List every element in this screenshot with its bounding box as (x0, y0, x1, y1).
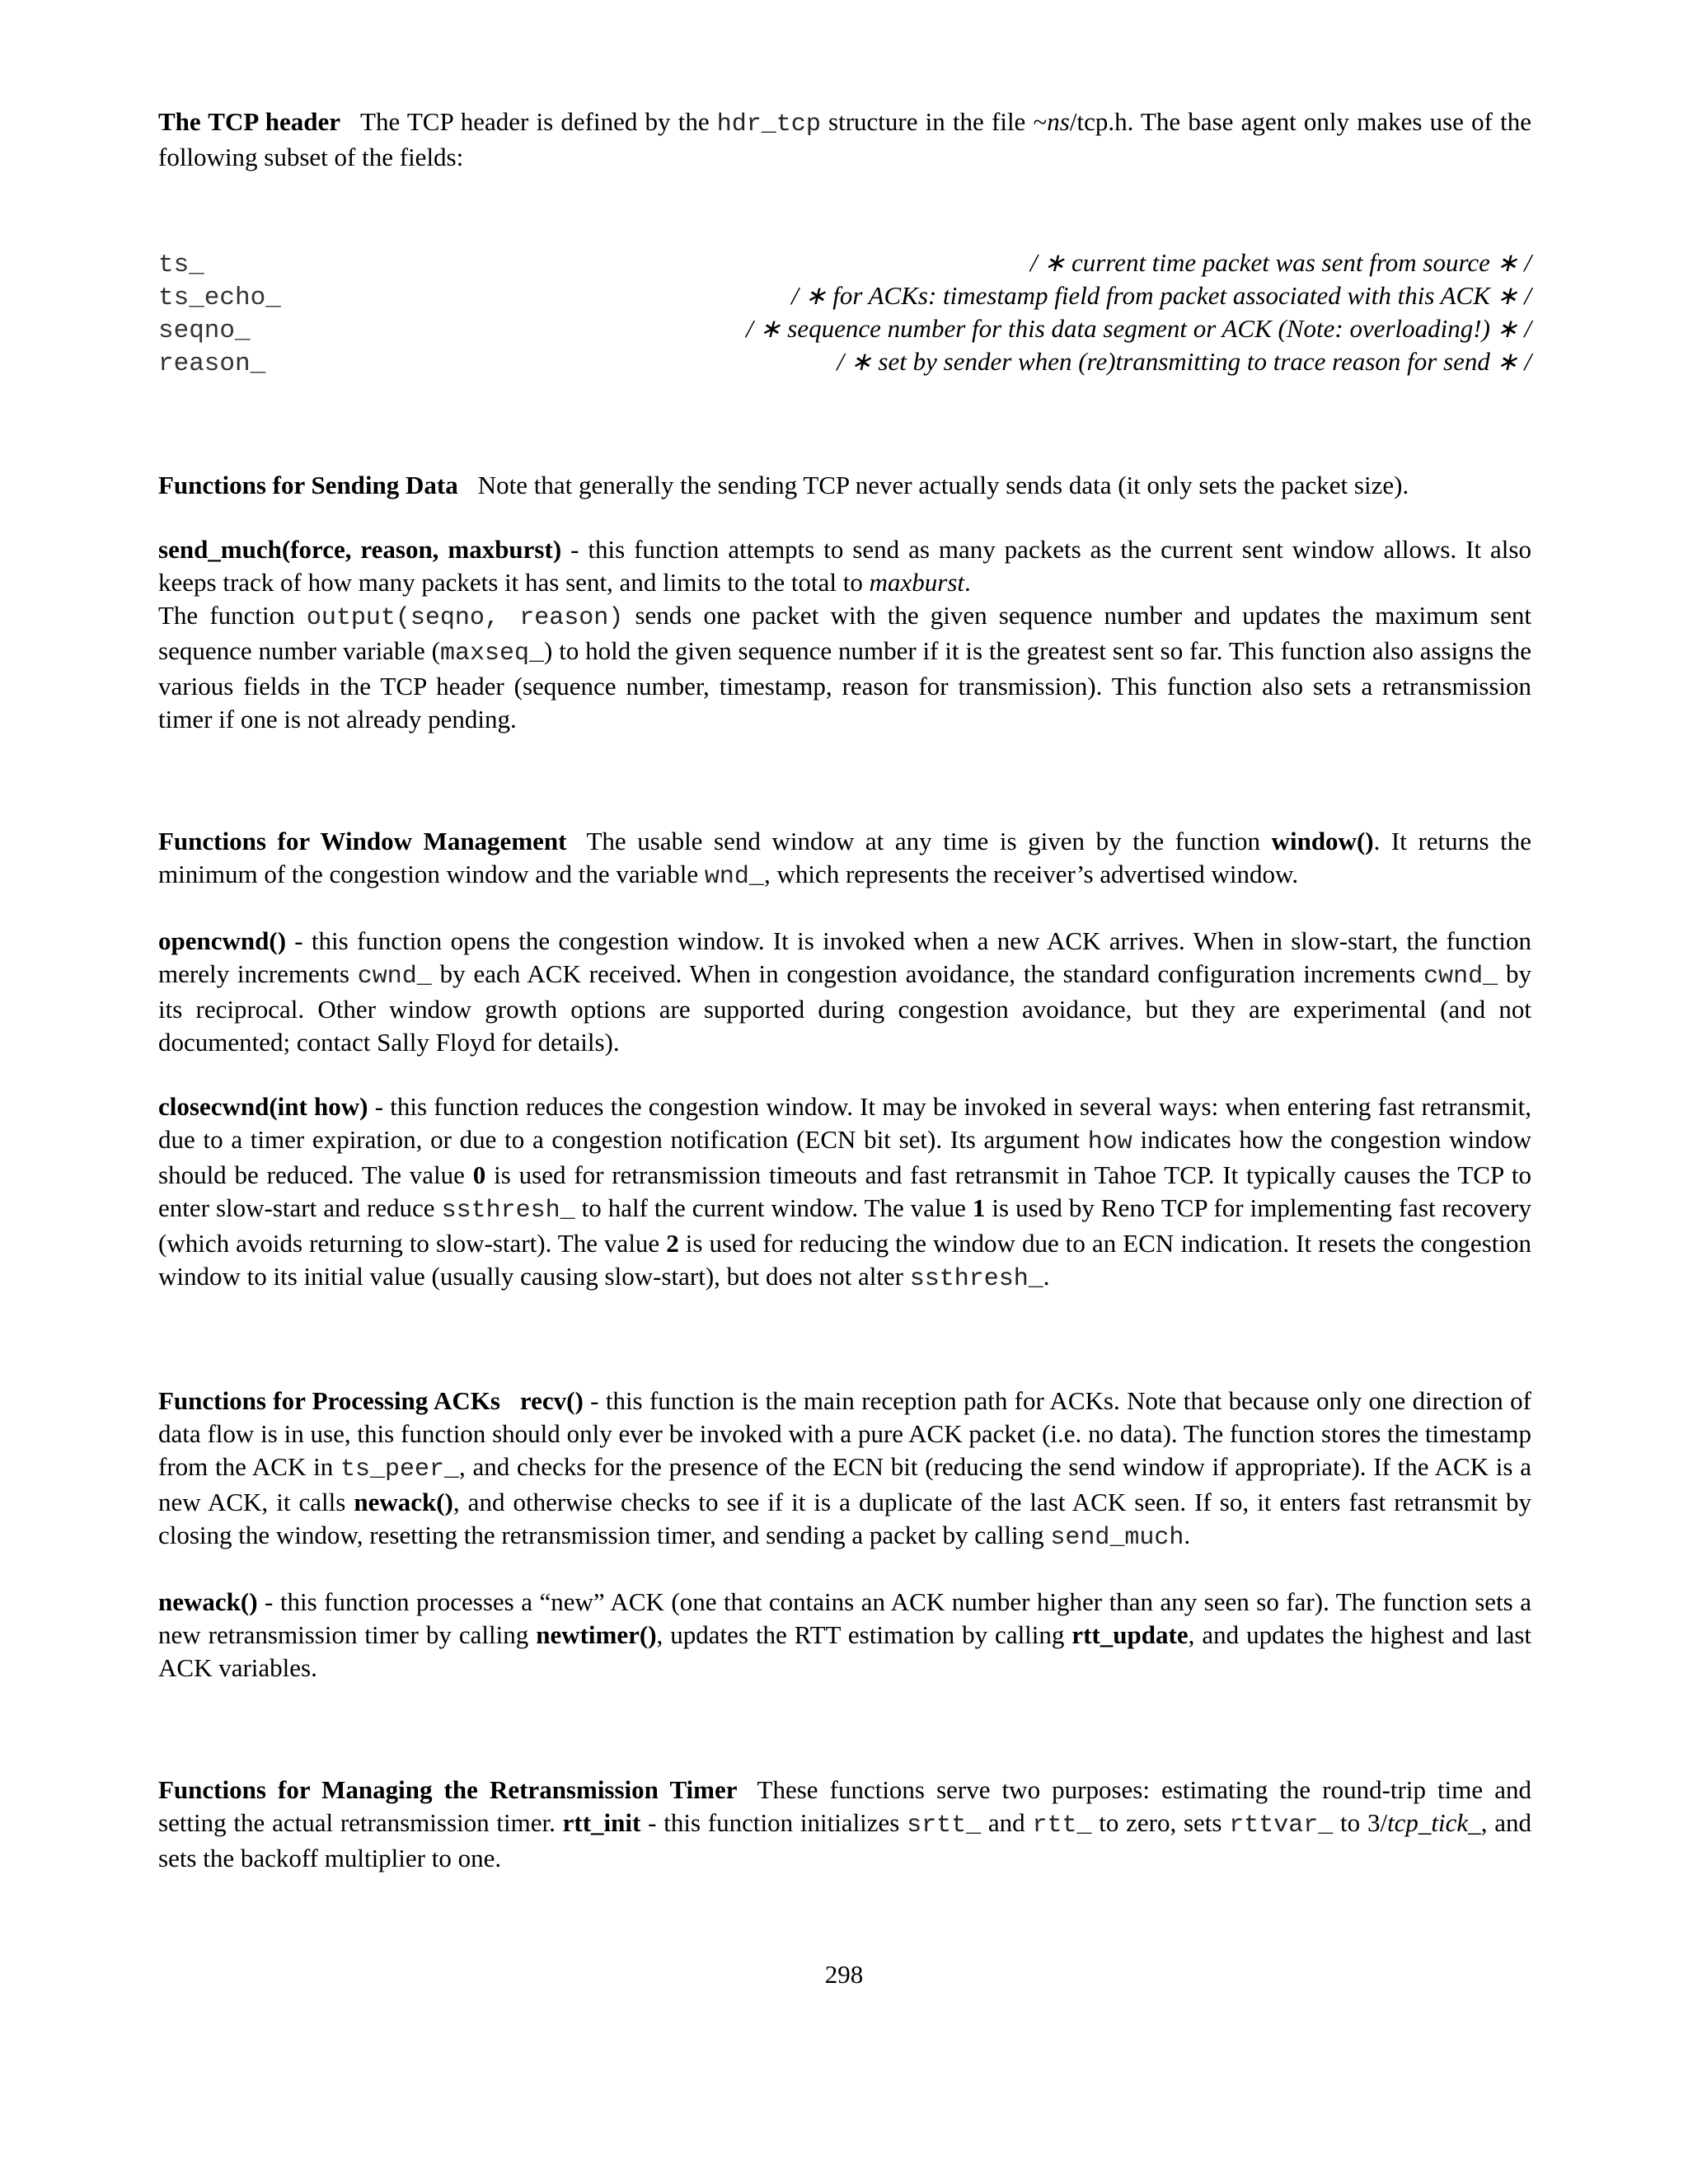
value-2: 2 (666, 1229, 679, 1258)
ssthresh-code: ssthresh_ (441, 1197, 575, 1225)
rttvar-code: rttvar_ (1229, 1811, 1334, 1840)
window-heading: Functions for Window Management (158, 827, 567, 855)
send-much-paragraph (158, 533, 1531, 736)
field-comment: / ∗ current time packet was sent from source ∗ / (1029, 248, 1531, 277)
field-row (158, 347, 1531, 380)
closecwnd-name: closecwnd(int how) (158, 1092, 368, 1121)
window-intro-paragraph (158, 825, 1531, 893)
window-text-2: . It returns the minimum of the congestion window and the variable (158, 827, 1531, 888)
recv-text-3: , and otherwise checks to see if it is a duplicate of the last ACK seen. If so, it enters fast retransmit by closing the window, resetting the retransmission timer, and sending a packet by calling (158, 1488, 1532, 1549)
field-name: reason_ (158, 349, 266, 378)
recv-paragraph (158, 1385, 1531, 1554)
opencwnd-text-2: by each ACK received. When in congestion avoidance, the standard configuration increments (431, 959, 1424, 988)
timer-text-1: These functions serve two purposes: estimating the round-trip time and setting the actual retransmission timer. (158, 1775, 1531, 1837)
field-list (158, 248, 1531, 380)
output-text-3: ) to hold the given sequence number if it is the greatest sent so far. This function also assigns the various fields in the TCP header (sequence number, timestamp, reason for transmission). This function also sets a retransmission timer if one is not already pending. (158, 636, 1531, 733)
ts-peer-code: ts_peer_ (340, 1455, 460, 1483)
document-page (158, 105, 1531, 1875)
ns-path-italic: ns (1047, 107, 1070, 136)
tcp-header-paragraph (158, 105, 1531, 174)
acks-heading: Functions for Processing ACKs (158, 1386, 500, 1415)
field-comment: / ∗ sequence number for this data segment or ACK (Note: overloading!) ∗ / (746, 314, 1531, 343)
field-row (158, 248, 1531, 281)
math-fraction: 3/ (1367, 1808, 1388, 1837)
newack-text-1: - this function processes a “new” ACK (one that contains an ACK number higher than any seen so far). The function sets a new retransmission timer by calling (158, 1587, 1531, 1649)
closecwnd-text-3: is used for retransmission timeouts and fast retransmit in Tahoe TCP. It typically causes the TCP to enter slow-start and reduce (158, 1160, 1531, 1222)
opencwnd-paragraph (158, 925, 1531, 1059)
closecwnd-text-7: . (1043, 1262, 1050, 1291)
how-code: how (1087, 1128, 1132, 1156)
window-text-3: , which represents the receiver’s advertised window. (763, 860, 1299, 888)
rtt-code: rtt_ (1032, 1811, 1092, 1840)
srtt-code: srtt_ (907, 1811, 982, 1840)
hdr-tcp-code: hdr_tcp (716, 110, 821, 138)
newack-text-2: , updates the RTT estimation by calling (656, 1620, 1072, 1649)
sending-intro-paragraph (158, 469, 1531, 502)
closecwnd-text-4: to half the current window. The value (574, 1193, 973, 1222)
output-text-1: The function (158, 601, 307, 630)
wnd-code: wnd_ (704, 863, 764, 891)
timer-text-4: to zero, sets (1091, 1808, 1230, 1837)
timer-text-2: - this function initializes (640, 1808, 907, 1837)
send-much-end: . (964, 568, 971, 597)
value-0: 0 (472, 1160, 486, 1189)
field-comment: / ∗ for ACKs: timestamp field from packet associated with this ACK ∗ / (791, 281, 1531, 310)
send-much-name: send_much(force, reason, maxburst) (158, 535, 562, 564)
value-1: 1 (972, 1193, 986, 1222)
tcp-header-text-1: The TCP header is defined by the (360, 107, 717, 136)
cwnd-code: cwnd_ (1423, 963, 1498, 991)
send-much-code: send_much (1050, 1524, 1184, 1552)
field-name: seqno_ (158, 316, 251, 345)
rtt-update-func: rtt_update (1071, 1620, 1189, 1649)
newack-text-3: , and updates the highest and last ACK variables. (158, 1620, 1532, 1682)
output-code: output(seqno, reason) (306, 604, 624, 632)
opencwnd-text-1: - this function opens the congestion window. It is invoked when a new ACK arrives. When in slow-start, the function merely increments (158, 926, 1531, 988)
closecwnd-text-5: is used by Reno TCP for implementing fast recovery (which avoids returning to slow-start). The value (158, 1193, 1531, 1258)
recv-text-2: , and checks for the presence of the ECN bit (reducing the send window if appropriate). If the ACK is a new ACK, it calls (158, 1452, 1531, 1516)
timer-heading: Functions for Managing the Retransmission Timer (158, 1775, 738, 1804)
tcp-tick-math: tcp_tick_ (1387, 1808, 1481, 1837)
ssthresh-code: ssthresh_ (909, 1265, 1043, 1293)
recv-name: recv() (519, 1386, 584, 1415)
opencwnd-text-3: by its reciprocal. Other window growth options are supported during congestion avoidance, but they are experimental (and not documented; contact Sally Floyd for details). (158, 959, 1532, 1057)
opencwnd-name: opencwnd() (158, 926, 287, 955)
field-row (158, 314, 1531, 347)
timer-text-5: to (1333, 1808, 1367, 1837)
field-name: ts_echo_ (158, 284, 281, 312)
timer-text-6: , and sets the backoff multiplier to one. (158, 1808, 1531, 1872)
field-comment: / ∗ set by sender when (re)transmitting to trace reason for send ∗ / (837, 347, 1531, 376)
window-text-1: The usable send window at any time is given by the function (586, 827, 1272, 855)
newack-paragraph (158, 1586, 1531, 1685)
page-number: 298 (824, 1960, 864, 1989)
tcp-header-text-3: /tcp.h. The base agent only makes use of the following subset of the fields: (158, 107, 1531, 171)
timer-paragraph (158, 1774, 1531, 1875)
closecwnd-text-6: is used for reducing the window due to an ECN indication. It resets the congestion window to its initial value (usually causing slow-start), but does not alter (158, 1229, 1531, 1291)
newack-name: newack() (158, 1587, 258, 1616)
closecwnd-text-1: - this function reduces the congestion window. It may be invoked in several ways: when entering fast retransmit, due to a timer expiration, or due to a congestion notification (ECN bit set). Its argument (158, 1092, 1531, 1154)
maxburst-italic: maxburst (869, 568, 965, 597)
tcp-header-text-2: structure in the file ~ (820, 107, 1048, 136)
newtimer-func: newtimer() (536, 1620, 657, 1649)
recv-text-1: - this function is the main reception path for ACKs. Note that because only one direction of data flow is in use, this function should only ever be invoked with a pure ACK packet (i.e. no data). The function stores the timestamp from the ACK in (158, 1386, 1531, 1481)
recv-text-4: . (1184, 1521, 1191, 1549)
timer-text-3: and (981, 1808, 1033, 1837)
window-func: window() (1271, 827, 1374, 855)
sending-text: Note that generally the sending TCP never actually sends data (it only sets the packet size). (477, 471, 1409, 499)
cwnd-code: cwnd_ (357, 963, 432, 991)
rtt-init-name: rtt_init (562, 1808, 641, 1837)
closecwnd-paragraph (158, 1090, 1531, 1296)
send-much-text: - this function attempts to send as many packets as the current sent window allows. It also keeps track of how many packets it has sent, and limits to the total to (158, 535, 1531, 597)
tcp-header-heading: The TCP header (158, 107, 341, 136)
maxseq-code: maxseq_ (440, 640, 545, 668)
output-text-2: sends one packet with the given sequence number and updates the maximum sent sequence number variable ( (158, 601, 1531, 665)
field-name: ts_ (158, 251, 204, 279)
field-row (158, 281, 1531, 314)
newack-func: newack() (354, 1488, 453, 1516)
closecwnd-text-2: indicates how the congestion window should be reduced. The value (158, 1125, 1532, 1189)
sending-heading: Functions for Sending Data (158, 471, 458, 499)
